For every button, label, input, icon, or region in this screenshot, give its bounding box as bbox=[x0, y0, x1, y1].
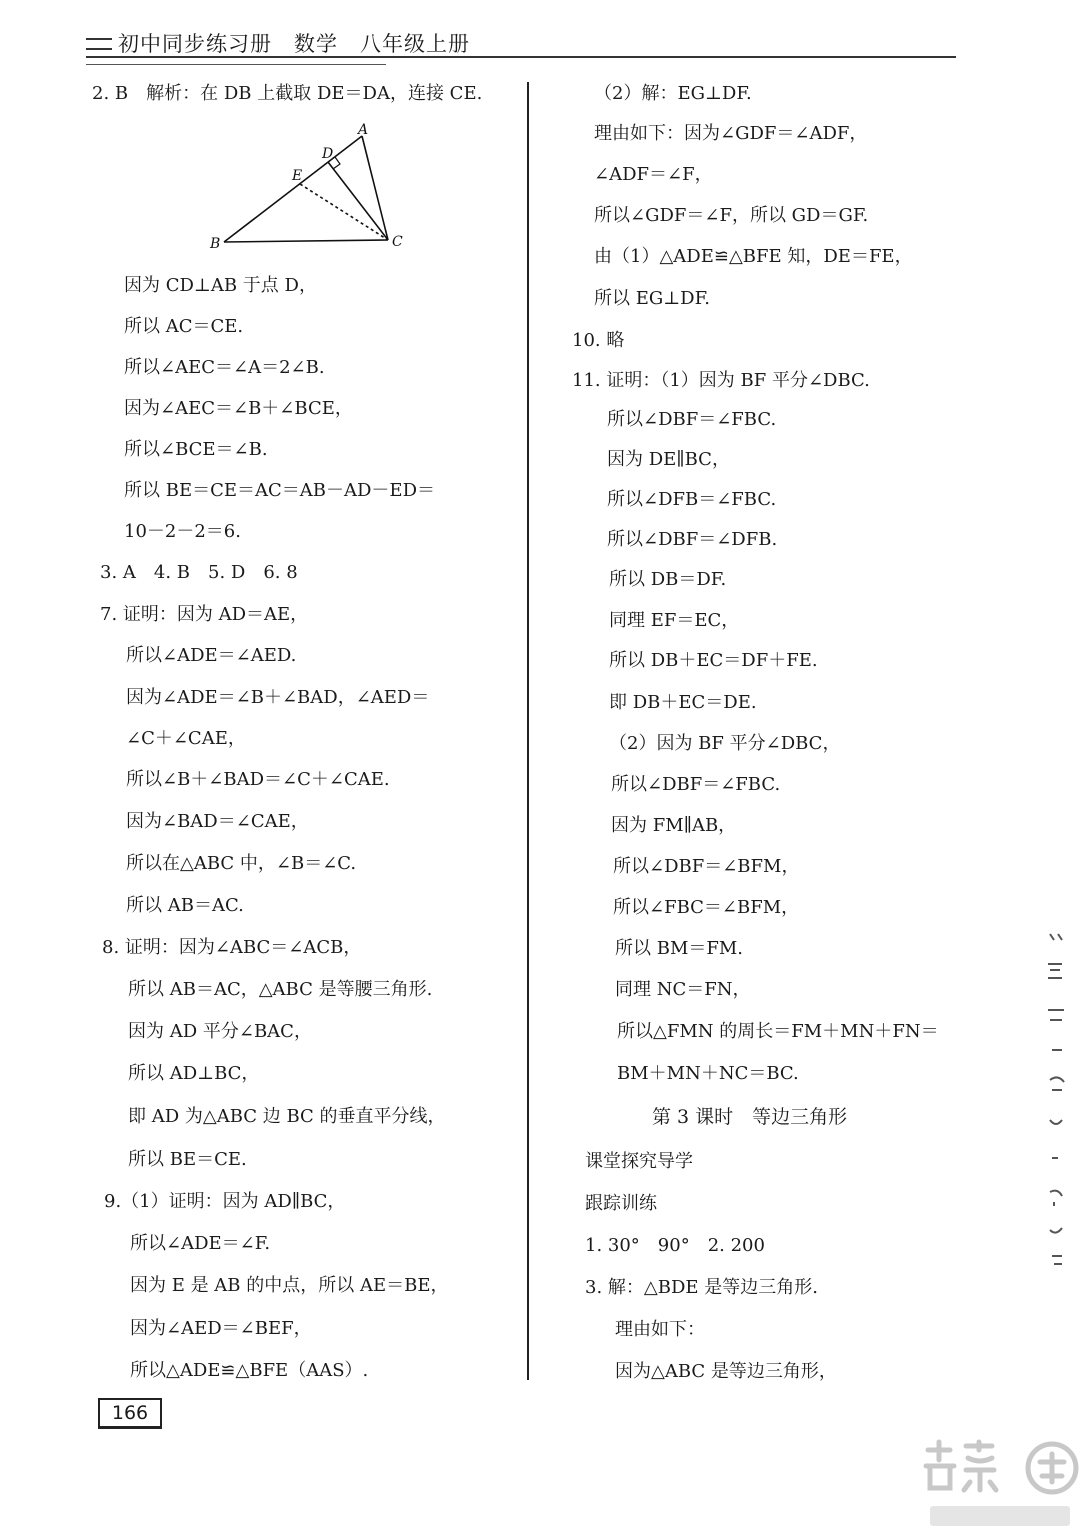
page-number-underline bbox=[98, 1427, 162, 1429]
text-line: 3. A 4. B 5. D 6. 8 bbox=[100, 562, 298, 583]
text-line: 10. 略 bbox=[572, 330, 625, 351]
book-title: 初中同步练习册 数学 八年级上册 bbox=[118, 32, 470, 56]
text-line: 所以 BM＝FM. bbox=[615, 938, 744, 959]
text-line: 所以△FMN 的周长＝FM＋MN＋FN＝ bbox=[617, 1021, 939, 1042]
label-c: C bbox=[392, 234, 403, 250]
text-line: 所以∠DBF＝∠FBC. bbox=[607, 409, 777, 430]
text-line: 因为△ABC 是等边三角形， bbox=[615, 1361, 837, 1382]
text-line: ∠C＋∠CAE， bbox=[126, 728, 246, 749]
text-line: 同理 EF＝EC， bbox=[609, 610, 740, 631]
text-line: 2. B 解析：在 DB 上截取 DE＝DA，连接 CE. bbox=[92, 83, 483, 104]
subheading: 课堂探究导学 bbox=[585, 1151, 693, 1172]
segment-ab bbox=[224, 136, 362, 242]
segment-bc bbox=[224, 240, 388, 242]
text-line: 因为 E 是 AB 的中点，所以 AE＝BE， bbox=[130, 1275, 449, 1296]
header-rule bbox=[86, 56, 956, 58]
header-decoration bbox=[86, 38, 112, 50]
text-line: 所以∠DBF＝∠DFB. bbox=[607, 529, 778, 550]
text-line: 由（1）△ADE≌△BFE 知，DE＝FE， bbox=[594, 246, 913, 267]
header-rule-secondary bbox=[86, 64, 386, 65]
text-line: 所以∠DBF＝∠BFM， bbox=[613, 856, 800, 877]
label-d: D bbox=[322, 146, 334, 162]
text-line: 8. 证明：因为∠ABC＝∠ACB， bbox=[102, 937, 362, 958]
text-line: 因为 DE∥BC， bbox=[607, 449, 730, 470]
text-line: 所以∠B＋∠BAD＝∠C＋∠CAE. bbox=[126, 769, 390, 790]
text-line: 所以 DB＋EC＝DF＋FE. bbox=[609, 650, 818, 671]
text-line: 因为∠BAD＝∠CAE， bbox=[126, 811, 309, 832]
text-line: 所以∠AEC＝∠A＝2∠B. bbox=[124, 357, 325, 378]
text-line: BM＋MN＋NC＝BC. bbox=[617, 1063, 799, 1084]
page-number: 166 bbox=[98, 1398, 162, 1428]
text-line: 所以∠ADE＝∠AED. bbox=[126, 645, 297, 666]
text-line: 所以在△ABC 中，∠B＝∠C. bbox=[126, 853, 357, 874]
text-line: 1. 30° 90° 2. 200 bbox=[585, 1235, 765, 1256]
right-angle-mark bbox=[333, 157, 340, 169]
text-line: 所以∠DBF＝∠FBC. bbox=[611, 774, 781, 795]
text-line: 即 DB＋EC＝DE. bbox=[609, 692, 757, 713]
bleed-through-marks bbox=[1040, 930, 1080, 1270]
text-line: 所以 EG⊥DF. bbox=[594, 288, 711, 309]
label-b: B bbox=[210, 236, 221, 252]
text-line: 所以 DB＝DF. bbox=[609, 569, 727, 590]
text-line: 所以∠BCE＝∠B. bbox=[124, 439, 268, 460]
watermark-logo bbox=[920, 1436, 1080, 1532]
text-line: 因为∠AEC＝∠B＋∠BCE， bbox=[124, 398, 353, 419]
text-line: 所以 AB＝AC. bbox=[126, 895, 244, 916]
text-line: 因为 AD 平分∠BAC， bbox=[128, 1021, 312, 1042]
text-line: 所以△ADE≌△BFE（AAS）. bbox=[130, 1360, 369, 1381]
text-line: 因为 FM∥AB， bbox=[611, 815, 737, 836]
label-e: E bbox=[292, 168, 303, 184]
text-line: 10－2－2＝6. bbox=[124, 521, 241, 542]
text-line: （2）因为 BF 平分∠DBC， bbox=[609, 733, 841, 754]
text-line: 所以∠DFB＝∠FBC. bbox=[607, 489, 777, 510]
page-header bbox=[86, 28, 956, 78]
text-line: 因为 CD⊥AB 于点 D， bbox=[124, 275, 317, 296]
segment-ce bbox=[300, 184, 388, 240]
text-line: 所以 BE＝CE. bbox=[128, 1149, 247, 1170]
column-divider bbox=[527, 82, 529, 1380]
text-line: 即 AD 为△ABC 边 BC 的垂直平分线， bbox=[128, 1106, 446, 1127]
text-line: 所以∠GDF＝∠F，所以 GD＝GF. bbox=[594, 205, 869, 226]
label-a: A bbox=[358, 122, 369, 138]
text-line: 理由如下： bbox=[615, 1319, 705, 1340]
text-line: 所以∠FBC＝∠BFM， bbox=[613, 897, 800, 918]
text-line: 同理 NC＝FN， bbox=[615, 979, 751, 1000]
section-heading: 第 3 课时 等边三角形 bbox=[652, 1106, 848, 1128]
text-line: 因为∠AED＝∠BEF， bbox=[130, 1318, 312, 1339]
text-line: 7. 证明：因为 AD＝AE， bbox=[100, 604, 309, 625]
text-line: 9.（1）证明：因为 AD∥BC， bbox=[104, 1191, 346, 1212]
text-line: 因为∠ADE＝∠B＋∠BAD，∠AED＝ bbox=[126, 687, 430, 708]
text-line: 3. 解：△BDE 是等边三角形. bbox=[585, 1277, 818, 1298]
text-line: 11. 证明：（1）因为 BF 平分∠DBC. bbox=[572, 370, 870, 391]
triangle-figure bbox=[200, 122, 420, 258]
text-line: 所以 AD⊥BC， bbox=[128, 1063, 260, 1084]
text-line: 理由如下：因为∠GDF＝∠ADF， bbox=[594, 123, 868, 144]
text-line: 所以 BE＝CE＝AC＝AB－AD－ED＝ bbox=[124, 480, 436, 501]
text-line: （2）解：EG⊥DF. bbox=[594, 83, 752, 104]
text-line: 所以∠ADE＝∠F. bbox=[130, 1233, 271, 1254]
text-line: 所以 AB＝AC，△ABC 是等腰三角形. bbox=[128, 979, 433, 1000]
text-line: 所以 AC＝CE. bbox=[124, 316, 244, 337]
subheading: 跟踪训练 bbox=[585, 1193, 657, 1214]
text-line: ∠ADF＝∠F， bbox=[594, 164, 713, 185]
